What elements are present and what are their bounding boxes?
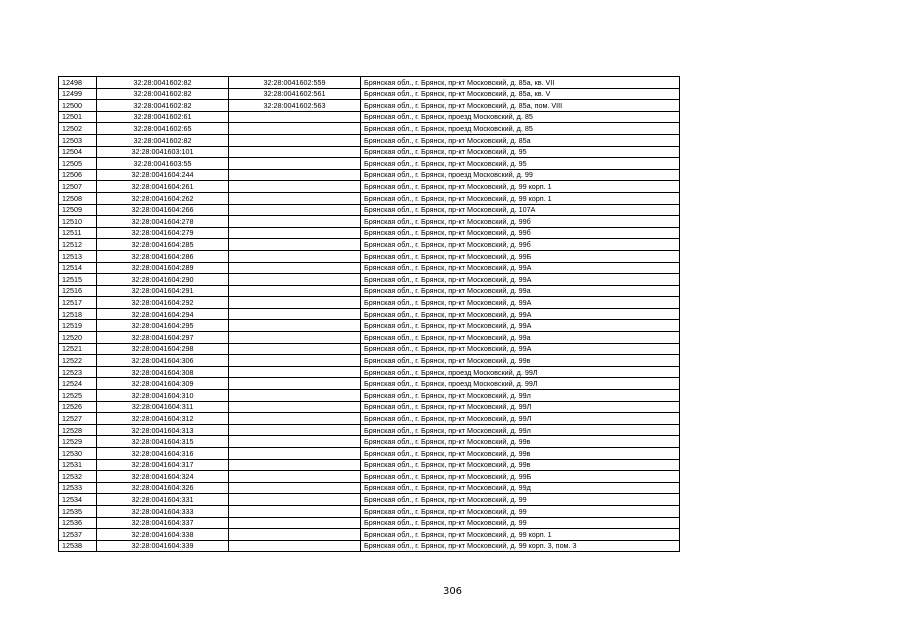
address-cell: Брянская обл., г. Брянск, пр-кт Московский, д. 99б <box>361 239 680 251</box>
row-number-cell: 12505 <box>59 158 97 170</box>
row-number-cell: 12513 <box>59 250 97 262</box>
table-row <box>59 88 680 100</box>
unit-cadastral-number-cell <box>229 424 361 436</box>
row-number-cell: 12500 <box>59 100 97 112</box>
table-row <box>59 285 680 297</box>
row-number-cell: 12516 <box>59 285 97 297</box>
address-cell: Брянская обл., г. Брянск, пр-кт Московский, д. 99л <box>361 390 680 402</box>
unit-cadastral-number-cell <box>229 390 361 402</box>
address-cell: Брянская обл., г. Брянск, пр-кт Московский, д. 99б <box>361 227 680 239</box>
table-row <box>59 355 680 367</box>
table-row <box>59 378 680 390</box>
unit-cadastral-number-cell <box>229 482 361 494</box>
address-cell: Брянская обл., г. Брянск, пр-кт Московский, д. 99А <box>361 262 680 274</box>
cadastral-number-cell: 32:28:0041602:82 <box>97 134 229 146</box>
row-number-cell: 12518 <box>59 308 97 320</box>
address-cell: Брянская обл., г. Брянск, пр-кт Московский, д. 99в <box>361 355 680 367</box>
address-cell: Брянская обл., г. Брянск, пр-кт Московский, д. 99 <box>361 517 680 529</box>
unit-cadastral-number-cell <box>229 204 361 216</box>
unit-cadastral-number-cell <box>229 366 361 378</box>
table-row <box>59 366 680 378</box>
cadastral-number-cell: 32:28:0041604:326 <box>97 482 229 494</box>
cadastral-number-cell: 32:28:0041602:82 <box>97 100 229 112</box>
unit-cadastral-number-cell <box>229 158 361 170</box>
cadastral-number-cell: 32:28:0041604:315 <box>97 436 229 448</box>
unit-cadastral-number-cell <box>229 413 361 425</box>
cadastral-number-cell: 32:28:0041604:313 <box>97 424 229 436</box>
unit-cadastral-number-cell <box>229 146 361 158</box>
row-number-cell: 12520 <box>59 332 97 344</box>
cadastral-number-cell: 32:28:0041604:295 <box>97 320 229 332</box>
address-cell: Брянская обл., г. Брянск, пр-кт Московский, д. 99А <box>361 320 680 332</box>
row-number-cell: 12515 <box>59 274 97 286</box>
row-number-cell: 12504 <box>59 146 97 158</box>
cadastral-number-cell: 32:28:0041604:310 <box>97 390 229 402</box>
row-number-cell: 12507 <box>59 181 97 193</box>
cadastral-number-cell: 32:28:0041602:65 <box>97 123 229 135</box>
cadastral-number-cell: 32:28:0041604:297 <box>97 332 229 344</box>
table-row <box>59 436 680 448</box>
table-row <box>59 505 680 517</box>
address-cell: Брянская обл., г. Брянск, пр-кт Московский, д. 99 корп. 3, пом. 3 <box>361 540 680 552</box>
table-row <box>59 413 680 425</box>
table-row <box>59 459 680 471</box>
cadastral-number-cell: 32:28:0041604:266 <box>97 204 229 216</box>
table-row <box>59 262 680 274</box>
cadastral-number-cell: 32:28:0041602:82 <box>97 77 229 89</box>
row-number-cell: 12511 <box>59 227 97 239</box>
table-row <box>59 181 680 193</box>
address-cell: Брянская обл., г. Брянск, пр-кт Московский, д. 85а, пом. VIII <box>361 100 680 112</box>
row-number-cell: 12510 <box>59 216 97 228</box>
table-row <box>59 169 680 181</box>
table-row <box>59 239 680 251</box>
cadastral-number-cell: 32:28:0041604:331 <box>97 494 229 506</box>
address-cell: Брянская обл., г. Брянск, пр-кт Московский, д. 99а <box>361 332 680 344</box>
unit-cadastral-number-cell <box>229 505 361 517</box>
table-row <box>59 192 680 204</box>
table-row <box>59 216 680 228</box>
row-number-cell: 12502 <box>59 123 97 135</box>
address-cell: Брянская обл., г. Брянск, пр-кт Московский, д. 99 корп. 1 <box>361 529 680 541</box>
unit-cadastral-number-cell <box>229 378 361 390</box>
cadastral-number-cell: 32:28:0041604:289 <box>97 262 229 274</box>
address-cell: Брянская обл., г. Брянск, пр-кт Московский, д. 99Л <box>361 401 680 413</box>
address-cell: Брянская обл., г. Брянск, пр-кт Московский, д. 99А <box>361 274 680 286</box>
table-row <box>59 494 680 506</box>
address-cell: Брянская обл., г. Брянск, пр-кт Московский, д. 99А <box>361 343 680 355</box>
property-table-body <box>59 77 680 552</box>
unit-cadastral-number-cell <box>229 192 361 204</box>
address-cell: Брянская обл., г. Брянск, пр-кт Московский, д. 85а, кв. VII <box>361 77 680 89</box>
table-row <box>59 204 680 216</box>
unit-cadastral-number-cell: 32:28:0041602:561 <box>229 88 361 100</box>
table-row <box>59 517 680 529</box>
unit-cadastral-number-cell <box>229 401 361 413</box>
page-number: 306 <box>442 586 463 597</box>
row-number-cell: 12534 <box>59 494 97 506</box>
cadastral-number-cell: 32:28:0041604:312 <box>97 413 229 425</box>
address-cell: Брянская обл., г. Брянск, проезд Московский, д. 99Л <box>361 378 680 390</box>
unit-cadastral-number-cell <box>229 494 361 506</box>
table-row <box>59 390 680 402</box>
table-row <box>59 274 680 286</box>
row-number-cell: 12527 <box>59 413 97 425</box>
address-cell: Брянская обл., г. Брянск, пр-кт Московский, д. 85а <box>361 134 680 146</box>
row-number-cell: 12533 <box>59 482 97 494</box>
row-number-cell: 12501 <box>59 111 97 123</box>
row-number-cell: 12526 <box>59 401 97 413</box>
row-number-cell: 12528 <box>59 424 97 436</box>
unit-cadastral-number-cell <box>229 308 361 320</box>
cadastral-number-cell: 32:28:0041604:317 <box>97 459 229 471</box>
table-row <box>59 482 680 494</box>
cadastral-number-cell: 32:28:0041604:291 <box>97 285 229 297</box>
row-number-cell: 12535 <box>59 505 97 517</box>
cadastral-number-cell: 32:28:0041604:338 <box>97 529 229 541</box>
unit-cadastral-number-cell <box>229 459 361 471</box>
table-row <box>59 158 680 170</box>
address-cell: Брянская обл., г. Брянск, пр-кт Московский, д. 95 <box>361 146 680 158</box>
address-cell: Брянская обл., г. Брянск, проезд Московский, д. 99 <box>361 169 680 181</box>
table-row <box>59 77 680 89</box>
cadastral-number-cell: 32:28:0041604:309 <box>97 378 229 390</box>
row-number-cell: 12538 <box>59 540 97 552</box>
table-row <box>59 134 680 146</box>
unit-cadastral-number-cell <box>229 332 361 344</box>
cadastral-number-cell: 32:28:0041604:292 <box>97 297 229 309</box>
row-number-cell: 12523 <box>59 366 97 378</box>
address-cell: Брянская обл., г. Брянск, пр-кт Московский, д. 99А <box>361 308 680 320</box>
table-row <box>59 424 680 436</box>
table-row <box>59 227 680 239</box>
address-cell: Брянская обл., г. Брянск, пр-кт Московский, д. 99в <box>361 436 680 448</box>
unit-cadastral-number-cell <box>229 529 361 541</box>
table-row <box>59 297 680 309</box>
row-number-cell: 12506 <box>59 169 97 181</box>
address-cell: Брянская обл., г. Брянск, пр-кт Московский, д. 99б <box>361 216 680 228</box>
cadastral-number-cell: 32:28:0041604:306 <box>97 355 229 367</box>
cadastral-number-cell: 32:28:0041604:262 <box>97 192 229 204</box>
address-cell: Брянская обл., г. Брянск, пр-кт Московский, д. 95 <box>361 158 680 170</box>
table-row <box>59 308 680 320</box>
row-number-cell: 12517 <box>59 297 97 309</box>
table-row <box>59 448 680 460</box>
unit-cadastral-number-cell <box>229 181 361 193</box>
row-number-cell: 12521 <box>59 343 97 355</box>
unit-cadastral-number-cell <box>229 343 361 355</box>
row-number-cell: 12498 <box>59 77 97 89</box>
unit-cadastral-number-cell <box>229 250 361 262</box>
row-number-cell: 12532 <box>59 471 97 483</box>
table-row <box>59 540 680 552</box>
unit-cadastral-number-cell <box>229 169 361 181</box>
unit-cadastral-number-cell <box>229 262 361 274</box>
table-row <box>59 471 680 483</box>
address-cell: Брянская обл., г. Брянск, пр-кт Московский, д. 99Л <box>361 413 680 425</box>
row-number-cell: 12531 <box>59 459 97 471</box>
row-number-cell: 12522 <box>59 355 97 367</box>
address-cell: Брянская обл., г. Брянск, пр-кт Московский, д. 99а <box>361 285 680 297</box>
table-row <box>59 111 680 123</box>
address-cell: Брянская обл., г. Брянск, пр-кт Московский, д. 99 <box>361 494 680 506</box>
table-row <box>59 320 680 332</box>
address-cell: Брянская обл., г. Брянск, пр-кт Московский, д. 107А <box>361 204 680 216</box>
row-number-cell: 12519 <box>59 320 97 332</box>
address-cell: Брянская обл., г. Брянск, проезд Московский, д. 85 <box>361 111 680 123</box>
row-number-cell: 12524 <box>59 378 97 390</box>
row-number-cell: 12514 <box>59 262 97 274</box>
cadastral-number-cell: 32:28:0041604:261 <box>97 181 229 193</box>
cadastral-number-cell: 32:28:0041602:82 <box>97 88 229 100</box>
cadastral-number-cell: 32:28:0041604:337 <box>97 517 229 529</box>
cadastral-number-cell: 32:28:0041603:55 <box>97 158 229 170</box>
table-row <box>59 100 680 112</box>
address-cell: Брянская обл., г. Брянск, пр-кт Московский, д. 99в <box>361 459 680 471</box>
row-number-cell: 12537 <box>59 529 97 541</box>
cadastral-number-cell: 32:28:0041604:324 <box>97 471 229 483</box>
address-cell: Брянская обл., г. Брянск, пр-кт Московский, д. 99д <box>361 482 680 494</box>
cadastral-number-cell: 32:28:0041604:294 <box>97 308 229 320</box>
row-number-cell: 12499 <box>59 88 97 100</box>
unit-cadastral-number-cell <box>229 320 361 332</box>
cadastral-number-cell: 32:28:0041604:244 <box>97 169 229 181</box>
address-cell: Брянская обл., г. Брянск, проезд Московский, д. 99Л <box>361 366 680 378</box>
cadastral-number-cell: 32:28:0041604:279 <box>97 227 229 239</box>
unit-cadastral-number-cell <box>229 540 361 552</box>
unit-cadastral-number-cell <box>229 285 361 297</box>
table-row <box>59 343 680 355</box>
cadastral-number-cell: 32:28:0041604:298 <box>97 343 229 355</box>
cadastral-number-cell: 32:28:0041604:290 <box>97 274 229 286</box>
unit-cadastral-number-cell <box>229 123 361 135</box>
unit-cadastral-number-cell <box>229 436 361 448</box>
unit-cadastral-number-cell <box>229 517 361 529</box>
address-cell: Брянская обл., г. Брянск, пр-кт Московский, д. 85а, кв. V <box>361 88 680 100</box>
cadastral-number-cell: 32:28:0041603:101 <box>97 146 229 158</box>
unit-cadastral-number-cell <box>229 134 361 146</box>
table-row <box>59 401 680 413</box>
row-number-cell: 12530 <box>59 448 97 460</box>
unit-cadastral-number-cell <box>229 227 361 239</box>
row-number-cell: 12503 <box>59 134 97 146</box>
address-cell: Брянская обл., г. Брянск, пр-кт Московский, д. 99Б <box>361 471 680 483</box>
table-row <box>59 250 680 262</box>
cadastral-number-cell: 32:28:0041604:308 <box>97 366 229 378</box>
cadastral-number-cell: 32:28:0041604:339 <box>97 540 229 552</box>
unit-cadastral-number-cell: 32:28:0041602:563 <box>229 100 361 112</box>
address-cell: Брянская обл., г. Брянск, пр-кт Московский, д. 99 корп. 1 <box>361 181 680 193</box>
address-cell: Брянская обл., г. Брянск, пр-кт Московский, д. 99 корп. 1 <box>361 192 680 204</box>
unit-cadastral-number-cell: 32:28:0041602:559 <box>229 77 361 89</box>
unit-cadastral-number-cell <box>229 216 361 228</box>
unit-cadastral-number-cell <box>229 239 361 251</box>
table-row <box>59 332 680 344</box>
unit-cadastral-number-cell <box>229 471 361 483</box>
cadastral-number-cell: 32:28:0041604:333 <box>97 505 229 517</box>
address-cell: Брянская обл., г. Брянск, пр-кт Московский, д. 99А <box>361 297 680 309</box>
unit-cadastral-number-cell <box>229 297 361 309</box>
property-table <box>58 76 680 552</box>
cadastral-number-cell: 32:28:0041604:316 <box>97 448 229 460</box>
row-number-cell: 12536 <box>59 517 97 529</box>
address-cell: Брянская обл., г. Брянск, пр-кт Московский, д. 99 <box>361 505 680 517</box>
cadastral-number-cell: 32:28:0041604:285 <box>97 239 229 251</box>
cadastral-number-cell: 32:28:0041602:61 <box>97 111 229 123</box>
address-cell: Брянская обл., г. Брянск, пр-кт Московский, д. 99л <box>361 424 680 436</box>
table-row <box>59 123 680 135</box>
unit-cadastral-number-cell <box>229 274 361 286</box>
address-cell: Брянская обл., г. Брянск, проезд Московский, д. 85 <box>361 123 680 135</box>
unit-cadastral-number-cell <box>229 448 361 460</box>
table-row <box>59 146 680 158</box>
address-cell: Брянская обл., г. Брянск, пр-кт Московский, д. 99в <box>361 448 680 460</box>
row-number-cell: 12508 <box>59 192 97 204</box>
row-number-cell: 12509 <box>59 204 97 216</box>
address-cell: Брянская обл., г. Брянск, пр-кт Московский, д. 99Б <box>361 250 680 262</box>
table-row <box>59 529 680 541</box>
cadastral-number-cell: 32:28:0041604:278 <box>97 216 229 228</box>
unit-cadastral-number-cell <box>229 355 361 367</box>
cadastral-number-cell: 32:28:0041604:286 <box>97 250 229 262</box>
cadastral-number-cell: 32:28:0041604:311 <box>97 401 229 413</box>
row-number-cell: 12512 <box>59 239 97 251</box>
unit-cadastral-number-cell <box>229 111 361 123</box>
row-number-cell: 12529 <box>59 436 97 448</box>
row-number-cell: 12525 <box>59 390 97 402</box>
